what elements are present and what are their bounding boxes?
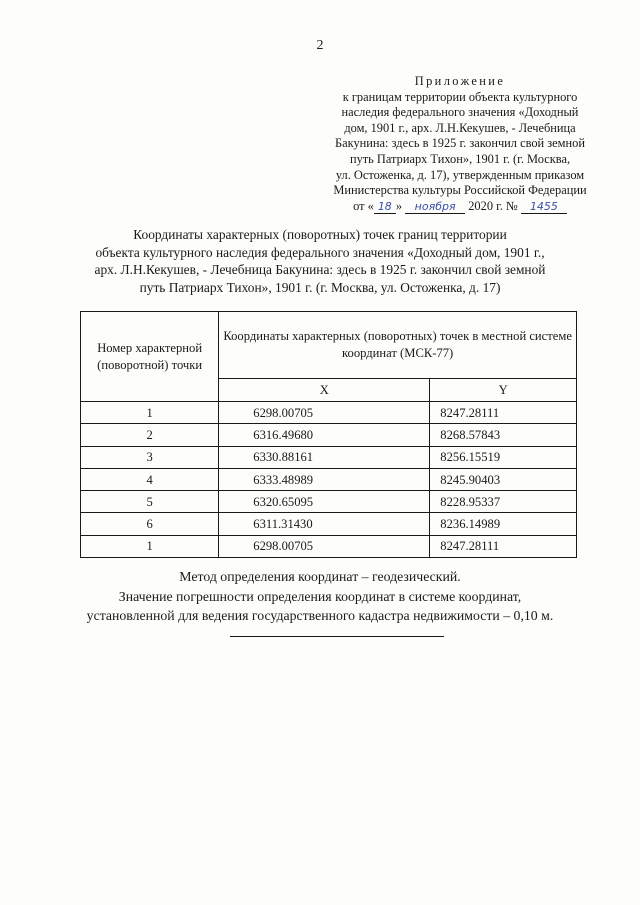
approval-line bbox=[300, 199, 620, 215]
appendix-block bbox=[300, 74, 620, 214]
table-row bbox=[81, 535, 577, 557]
table-row bbox=[81, 513, 577, 535]
cell-x: 6311.31430 bbox=[219, 513, 430, 535]
table-row bbox=[81, 468, 577, 490]
appendix-line: путь Патриарх Тихон», 1901 г. (г. Москва, bbox=[349, 151, 571, 166]
heading-line: Координаты характерных (поворотных) точек границ территории bbox=[133, 227, 507, 242]
approval-day-field bbox=[374, 200, 396, 214]
notes-block bbox=[40, 567, 600, 626]
table-row bbox=[81, 402, 577, 424]
approval-number-handwritten: 1455 bbox=[529, 199, 558, 213]
header-coordinates: Координаты характерных (поворотных) точек в местной системе координат (МСК-77) bbox=[219, 312, 577, 379]
cell-x: 6330.88161 bbox=[219, 446, 430, 468]
cell-x: 6320.65095 bbox=[219, 491, 430, 513]
coordinates-table bbox=[80, 311, 577, 558]
header-x: X bbox=[219, 379, 430, 402]
table-header-row bbox=[81, 312, 577, 379]
heading-line: арх. Л.Н.Кекушев, - Лечебница Бакунина: здесь в 1925 г. закончил свой земной bbox=[94, 262, 546, 278]
table-row bbox=[81, 424, 577, 446]
appendix-line: Министерства культуры Российской Федерации bbox=[333, 183, 587, 198]
cell-point: 1 bbox=[81, 402, 219, 424]
cell-y: 8268.57843 bbox=[430, 424, 577, 446]
heading-line: объекта культурного наследия федерального значения «Доходный дом, 1901 г., bbox=[95, 244, 545, 260]
page-number: 2 bbox=[316, 38, 324, 53]
document-heading bbox=[60, 226, 580, 296]
bottom-divider bbox=[230, 636, 444, 637]
cell-point: 5 bbox=[81, 491, 219, 513]
approval-day-handwritten: 18 bbox=[377, 199, 392, 213]
cell-x: 6298.00705 bbox=[219, 535, 430, 557]
cell-y: 8256.15519 bbox=[430, 446, 577, 468]
cell-point: 3 bbox=[81, 446, 219, 468]
header-y: Y bbox=[430, 379, 577, 402]
cell-y: 8247.28111 bbox=[430, 535, 577, 557]
appendix-line: ул. Остоженка, д. 17), утвержденным приказом bbox=[335, 167, 585, 182]
accuracy-note-line: установленной для ведения государственного кадастра недвижимости – 0,10 м. bbox=[86, 608, 554, 624]
cell-x: 6316.49680 bbox=[219, 424, 430, 446]
appendix-line: дом, 1901 г., арх. Л.Н.Кекушев, - Лечебница bbox=[344, 120, 576, 135]
cell-point: 2 bbox=[81, 424, 219, 446]
cell-point: 1 bbox=[81, 535, 219, 557]
approval-month-field bbox=[405, 200, 465, 214]
cell-point: 6 bbox=[81, 513, 219, 535]
accuracy-note-line: Значение погрешности определения координат в системе координат, bbox=[118, 588, 522, 604]
approval-year-text: 2020 г. № bbox=[468, 198, 518, 213]
approval-from-label: от « bbox=[353, 198, 374, 213]
heading-line: путь Патриарх Тихон», 1901 г. (г. Москва, ул. Остоженка, д. 17) bbox=[139, 279, 501, 295]
appendix-line: к границам территории объекта культурного bbox=[342, 89, 578, 104]
cell-point: 4 bbox=[81, 468, 219, 490]
appendix-line: Бакунина: здесь в 1925 г. закончил свой земной bbox=[335, 136, 585, 151]
cell-y: 8245.90403 bbox=[430, 468, 577, 490]
approval-number-field bbox=[521, 200, 567, 214]
method-note: Метод определения координат – геодезический. bbox=[179, 569, 461, 584]
cell-y: 8247.28111 bbox=[430, 402, 577, 424]
cell-x: 6333.48989 bbox=[219, 468, 430, 490]
approval-month-handwritten: ноября bbox=[414, 199, 456, 213]
cell-y: 8228.95337 bbox=[430, 491, 577, 513]
cell-y: 8236.14989 bbox=[430, 513, 577, 535]
approval-quote: » bbox=[395, 198, 403, 213]
table-row bbox=[81, 446, 577, 468]
appendix-line: наследия федерального значения «Доходный bbox=[341, 105, 579, 120]
header-point-number: Номер характерной (поворотной) точки bbox=[81, 312, 219, 402]
appendix-title: Приложение bbox=[414, 74, 506, 88]
cell-x: 6298.00705 bbox=[219, 402, 430, 424]
table-row bbox=[81, 491, 577, 513]
